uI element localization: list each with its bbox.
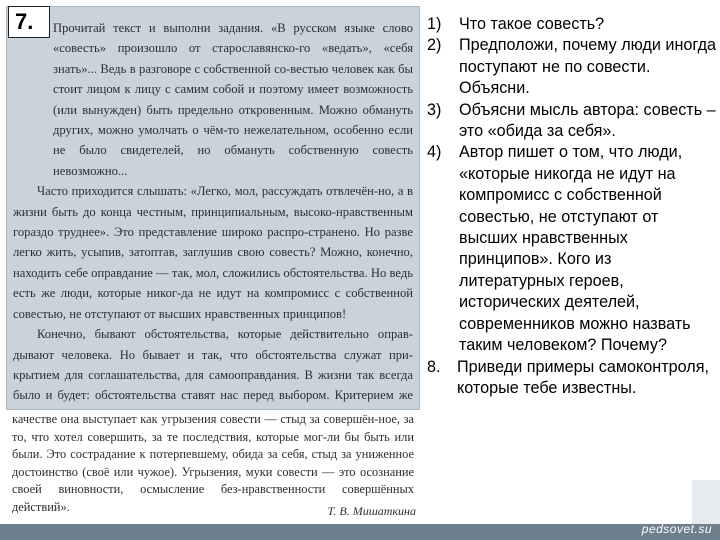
task-number-badge: 7.: [8, 6, 50, 38]
task-text: Предположи, почему люди иногда поступают не по совести. Объясни.: [459, 36, 717, 98]
bottom-bar: [0, 524, 720, 540]
watermark: pedsovet.su: [641, 522, 712, 536]
task-text: Приведи примеры самоконтроля, которые тебе известны.: [457, 357, 710, 397]
scan-paragraph-4: качестве она выступает как угрызения совести — стыд за совершён-ное, за то, что хотел совершить, за те последствия, которые мог-ли бы быть или были. Это сострадание к потерпевшему, обида за себя, стыд за униженное достоинство (своё или чужое). Угрызения, муки совести — это осознание своей виновности, осмысление без-нравственности совершённых действий».: [12, 412, 414, 514]
scan-paragraph-3: Конечно, бывают обстоятельства, которые действительно оправ-дывают человека. Но бывает и так, что обстоятельства служат при-крытием для соглашательства, для самооправдания. В жизни так всегда было и будет: обстоятельства ставят нас перед выбором. Критерием же: [13, 327, 413, 403]
decorative-strip: [692, 480, 720, 524]
task-text: Что такое совесть?: [459, 15, 605, 33]
task-text: Автор пишет о том, что люди, «которые никогда не идут на компромисс с собственной совестью, не отступают от высших нравственных принципов». Кого из литературных героев, исторических деятелей, современников можно назвать таким человеком? Почему?: [459, 143, 691, 355]
scan-paragraph-1: Прочитай текст и выполни задания. «В русском языке слово «совесть» произошло от старославянско-го «ведать», «себя знать»... Ведь в разговоре с собственной со-вестью человек как бы стоит лицом к лицу с самим собой и поэтому имеет возможность (или вынужден) быть предельно откровенным. Можно обмануть других, можно умолчать о чём-то нежелательном, особенно если не было свидетелей, но обмануть собственную совесть невозможно...: [53, 21, 413, 178]
task-item: [427, 14, 717, 35]
task-number: 1): [427, 15, 442, 33]
task-number: 2): [427, 36, 442, 55]
task-item: [427, 357, 717, 400]
scanned-text-block: [6, 6, 420, 410]
task-number: 4): [427, 143, 442, 162]
author-signature: Т. В. Мишаткина: [327, 504, 416, 518]
scanned-text-continuation: [6, 410, 420, 522]
task-item: [427, 142, 717, 356]
task-list: [427, 14, 717, 399]
task-number: 3): [427, 100, 442, 119]
task-item: [427, 100, 717, 143]
scan-paragraph-2: Часто приходится слышать: «Легко, мол, рассуждать отвлечён-но, а в жизни быть до конца честным, принципиальным, высоко-нравственным гораздо труднее». Это представление широко распро-странено. Но разве легко жить, усыпив, затоптав, заглушив свою совесть? Можно, конечно, находить себе оправдание — так, мол, сложились обстоятельства. Но ведь есть же люди, которые никог-да не идут на компромисс с собственной совестью, не отступают от высших нравственных принципов!: [13, 184, 413, 321]
task-item: [427, 35, 717, 99]
task-number: 8.: [427, 357, 441, 376]
task-text: Объясни мысль автора: совесть – это «обида за себя».: [459, 100, 716, 141]
